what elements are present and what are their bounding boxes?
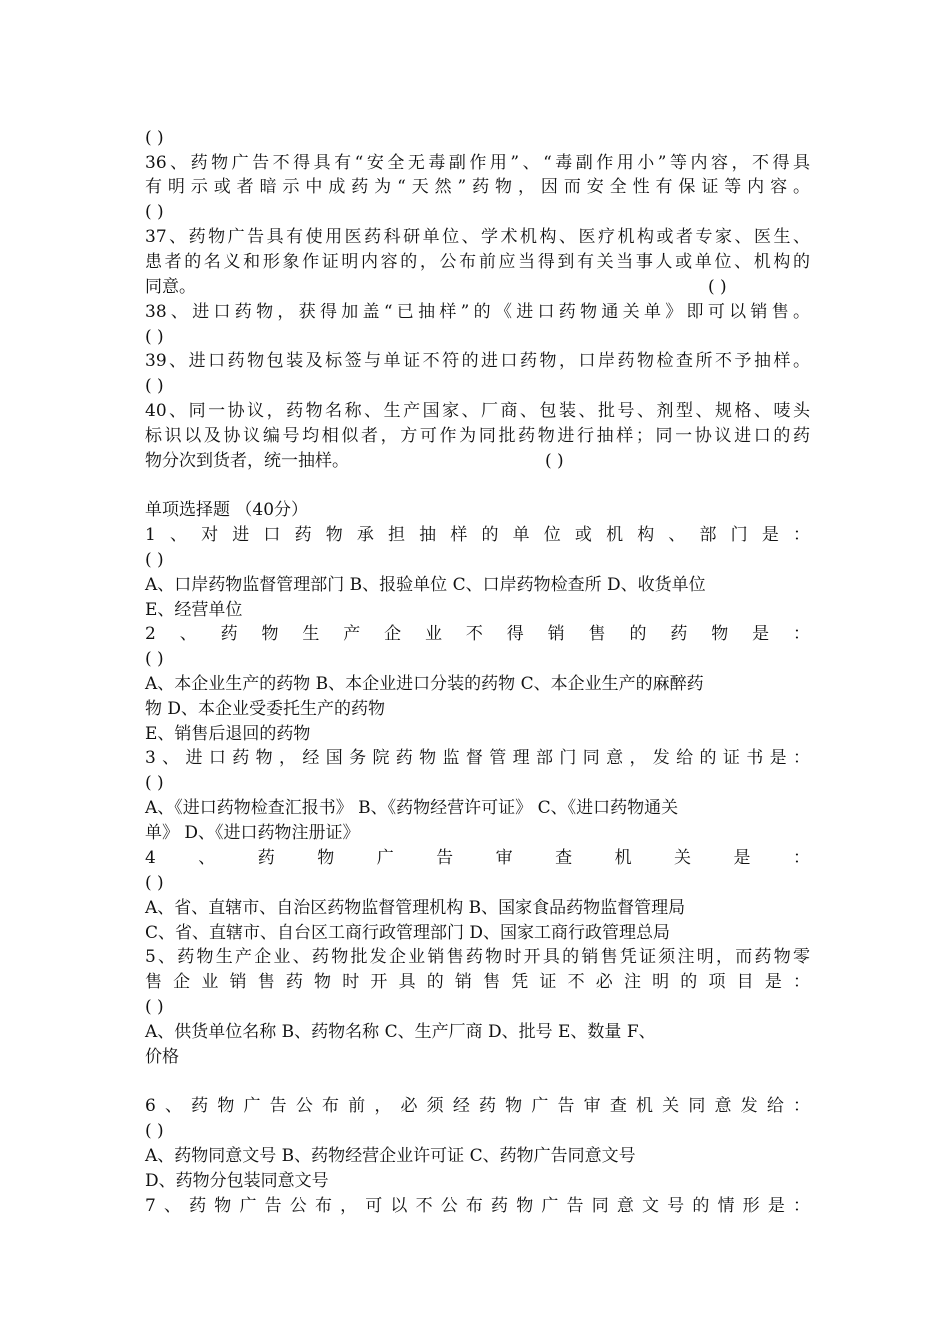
sc-q2-options-2: 物 D、本企业受委托生产的药物 — [145, 699, 386, 719]
q36-answer-blank: ( ) — [145, 202, 164, 222]
q39-answer-blank: ( ) — [145, 376, 164, 396]
q40-line3: 物分次到货者，统一抽样。 — [145, 451, 349, 471]
sc-q3-answer-blank: ( ) — [145, 773, 164, 793]
q40-line1: 40、同一协议，药物名称、生产国家、厂商、包装、批号、剂型、规格、唛头 — [145, 401, 810, 421]
sc-q5-options-1: A、供货单位名称 B、药物名称 C、生产厂商 D、批号 E、数量 F、 — [145, 1022, 656, 1042]
q35-answer-blank: ( ) — [145, 128, 164, 148]
sc-q3-options-1: A、《进口药物检查汇报书》 B、《药物经营许可证》 C、《进口药物通关 — [145, 798, 679, 818]
sc-q2-options-3: E、销售后退回的药物 — [145, 724, 311, 744]
q36-line2: 有明示或者暗示中成药为“天然”药物，因而安全性有保证等内容。 — [145, 177, 810, 197]
sc-q3-stem: 3、进口药物，经国务院药物监督管理部门同意，发给的证书是： — [145, 748, 810, 768]
sc-q4-answer-blank: ( ) — [145, 873, 164, 893]
sc-q5-stem-1: 5、药物生产企业、药物批发企业销售药物时开具的销售凭证须注明，而药物零 — [145, 947, 810, 967]
q38-line1: 38、进口药物，获得加盖“已抽样”的《进口药物通关单》即可以销售。 — [145, 302, 810, 322]
section-heading: 单项选择题 （40分） — [145, 500, 309, 520]
q37-line3: 同意。 — [145, 277, 196, 297]
sc-q6-options-2: D、药物分包装同意文号 — [145, 1171, 329, 1191]
sc-q5-stem-2: 售企业销售药物时开具的销售凭证不必注明的项目是： — [145, 972, 810, 992]
q37-answer-blank: ( ) — [708, 277, 727, 297]
sc-q3-options-2: 单》 D、《进口药物注册证》 — [145, 823, 360, 843]
sc-q5-answer-blank: ( ) — [145, 997, 164, 1017]
q39-line1: 39、进口药物包装及标签与单证不符的进口药物，口岸药物检查所不予抽样。 — [145, 351, 810, 371]
sc-q1-stem: 1、对进口药物承担抽样的单位或机构、部门是： — [145, 525, 810, 545]
sc-q6-stem: 6、药物广告公布前，必须经药物广告审查机关同意发给： — [145, 1096, 810, 1116]
sc-q2-options-1: A、本企业生产的药物 B、本企业进口分装的药物 C、本企业生产的麻醉药 — [145, 674, 704, 694]
sc-q1-options-2: E、经营单位 — [145, 600, 243, 620]
sc-q6-options-1: A、药物同意文号 B、药物经营企业许可证 C、药物广告同意文号 — [145, 1146, 636, 1166]
q37-line1: 37、药物广告具有使用医药科研单位、学术机构、医疗机构或者专家、医生、 — [145, 227, 810, 247]
q40-answer-blank: ( ) — [545, 451, 564, 471]
sc-q2-answer-blank: ( ) — [145, 649, 164, 669]
sc-q1-answer-blank: ( ) — [145, 550, 164, 570]
sc-q5-options-2: 价格 — [145, 1047, 179, 1067]
q37-line2: 患者的名义和形象作证明内容的，公布前应当得到有关当事人或单位、机构的 — [145, 252, 810, 272]
sc-q4-stem: 4、药物广告审查机关是： — [145, 848, 810, 868]
q38-answer-blank: ( ) — [145, 327, 164, 347]
sc-q1-options-1: A、口岸药物监督管理部门 B、报验单位 C、口岸药物检查所 D、收货单位 — [145, 575, 706, 595]
sc-q4-options-2: C、省、直辖市、自台区工商行政管理部门 D、国家工商行政管理总局 — [145, 923, 671, 943]
q40-line2: 标识以及协议编号均相似者，方可作为同批药物进行抽样；同一协议进口的药 — [145, 426, 810, 446]
sc-q6-answer-blank: ( ) — [145, 1121, 164, 1141]
sc-q7-stem: 7、药物广告公布，可以不公布药物广告同意文号的情形是： — [145, 1196, 810, 1216]
sc-q4-options-1: A、省、直辖市、自治区药物监督管理机构 B、国家食品药物监督管理局 — [145, 898, 686, 918]
sc-q2-stem: 2、药物生产企业不得销售的药物是： — [145, 624, 810, 644]
q36-line1: 36、药物广告不得具有“安全无毒副作用”、“毒副作用小”等内容，不得具 — [145, 153, 810, 173]
